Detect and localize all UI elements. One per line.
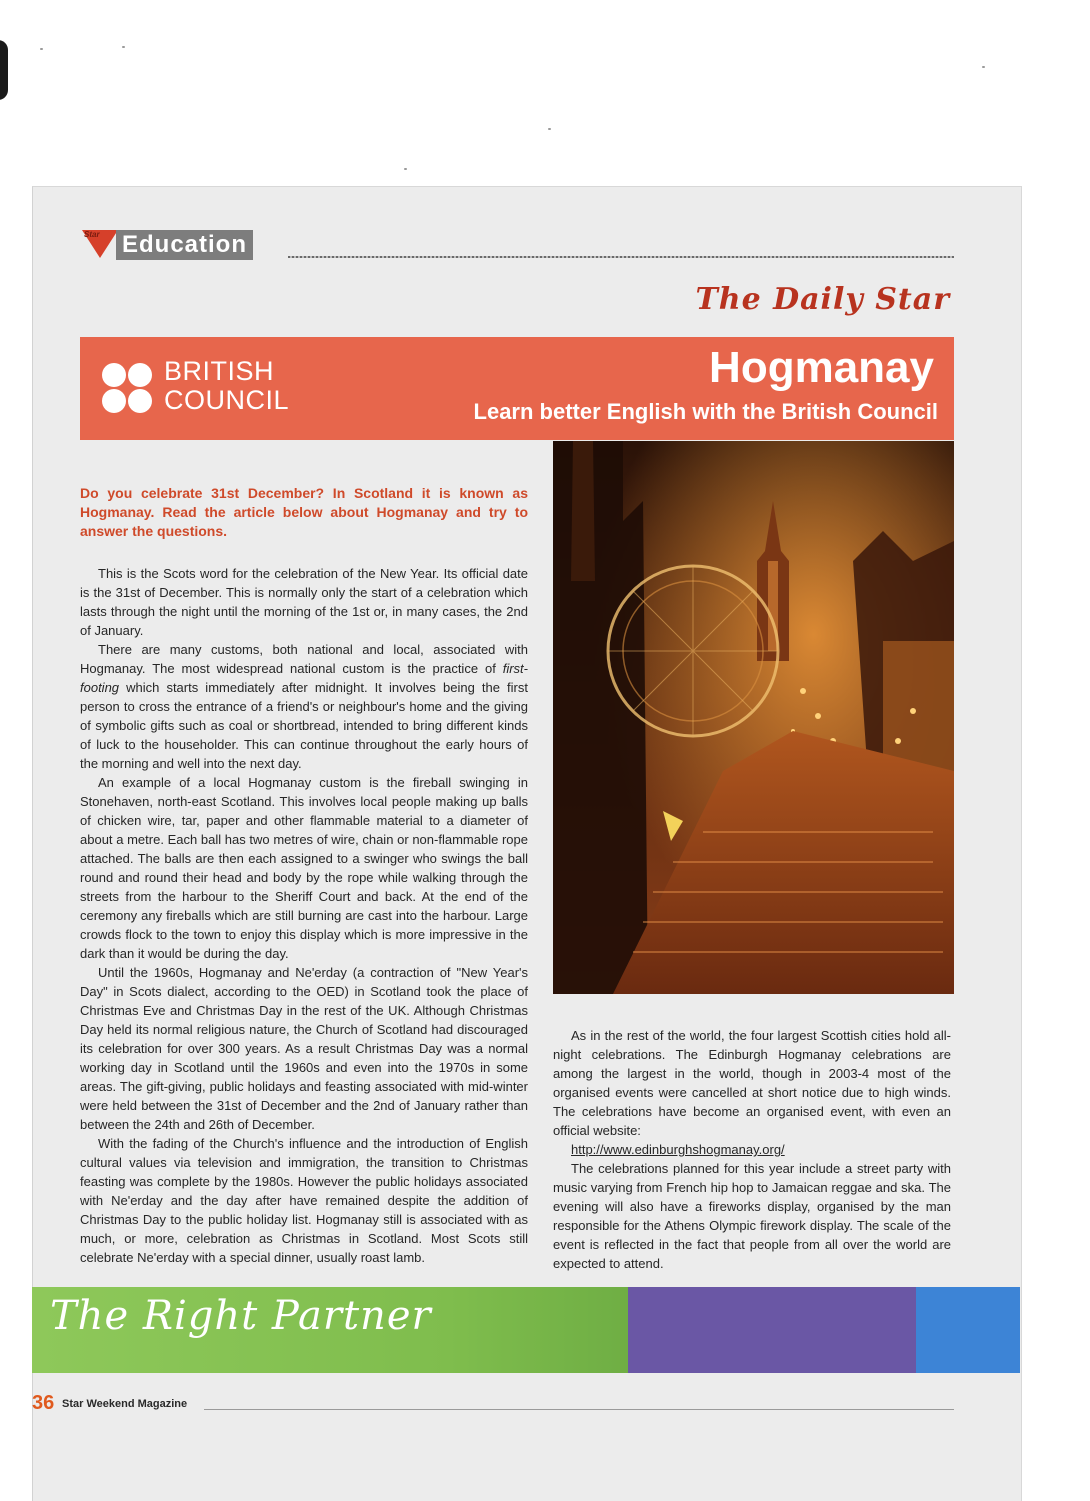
magazine-name: Star Weekend Magazine xyxy=(62,1398,188,1410)
paragraph: Until the 1960s, Hogmanay and Ne'erday (a contraction of "New Year's Day" in Scots dialect, according to the OED) in Scotland took the place of Christmas Eve and Christmas Day in the rest of the UK. Although Christmas Day held its normal religious nature, the Church of Scotland had discouraged its celebration for over 300 years. As a result Christmas Day was a normal working day in Scotland until the 1960s and even into the 1970s in some areas. The gift-giving, public holidays and feasting associated with mid-winter were held between the 31st of December and the 2nd of January rather than between the 24th and 26th of December. xyxy=(80,965,528,1132)
tagline: The Right Partner xyxy=(50,1293,432,1339)
section-rule xyxy=(288,256,954,258)
scan-speck xyxy=(40,48,43,50)
partner-strip xyxy=(32,1287,1020,1373)
paragraph: An example of a local Hogmanay custom is the fireball swinging in Stonehaven, north-east Scotland. This involves local people making up balls of chicken wire, tar, paper and other flammable material to a diameter of about a metre. Each ball has two metres of wire, chain or non-flammable rope attached. The balls are then each assigned to a swinger who swings the ball round and round their head and body by the rope while walking through the streets from the harbour to the Sheriff Court and back. At the end of the ceremony any fireballs which are still burning are cast into the harbour. Large crowds flock to the town to enjoy this display which is more impressive in the dark than it would be during the day. xyxy=(80,775,528,961)
strip-purple-panel xyxy=(628,1287,916,1373)
footer-rule xyxy=(204,1409,954,1410)
british-council-dots-icon xyxy=(102,363,162,415)
scan-speck xyxy=(548,128,551,130)
brand-line-2: COUNCIL xyxy=(164,385,290,415)
scan-speck xyxy=(404,168,407,170)
scan-edge-mark xyxy=(0,40,8,100)
emphasis-term: first-footing xyxy=(80,661,528,695)
strip-green-panel xyxy=(32,1287,628,1373)
intro-question: Do you celebrate 31st December? In Scotland it is known as Hogmanay. Read the article below about Hogmanay and try to answer the questions. xyxy=(80,485,528,539)
paragraph: The celebrations planned for this year include a street party with music varying from French hip hop to Jamaican reggae and ska. The evening will also have a fireworks display, organised by the man responsible for the Athens Olympic firework display. The scale of the event is reflected in the fact that people from all over the world are expected to attend. xyxy=(553,1161,951,1271)
article-left-column xyxy=(80,564,528,1267)
official-website-link[interactable]: http://www.edinburghshogmanay.org/ xyxy=(571,1142,785,1157)
star-logo-text: Star xyxy=(84,230,100,239)
section-header xyxy=(82,228,954,262)
paragraph: As in the rest of the world, the four largest Scottish cities hold all-night celebrations. The Edinburgh Hogmanay celebrations are among the largest in the world, though in 2003-4 most of the organised events were cancelled at short notice due to high winds. The celebrations have become an organised event, with even an official website: xyxy=(553,1028,951,1138)
hogmanay-crowd-photo xyxy=(553,441,954,994)
paragraph: There are many customs, both national and local, associated with Hogmanay. The most widespread national custom is the practice of first-footing which starts immediately after midnight. It involves being the first person to cross the entrance of a friend's or neighbour's home and the giving of symbolic gifts such as coal or shortbread, intended to bring different kinds of luck to the householder. This can continue throughout the early hours of the morning and well into the next day. xyxy=(80,642,528,771)
masthead: The Daily Star xyxy=(695,282,950,317)
page-number: 36 xyxy=(32,1392,55,1414)
paragraph: This is the Scots word for the celebration of the New Year. Its official date is the 31st of December. This is normally only the start of a celebration which lasts through the night until the morning of the 1st or, in many cases, the 2nd of January. xyxy=(80,566,528,638)
title-banner xyxy=(80,337,954,440)
scan-speck xyxy=(982,66,985,68)
page-footer xyxy=(32,1392,954,1416)
british-council-logo xyxy=(164,357,289,415)
article-right-column xyxy=(553,1026,951,1273)
strip-blue-panel xyxy=(916,1287,1020,1373)
brand-line-1: BRITISH xyxy=(164,356,275,386)
section-label: Education xyxy=(116,230,253,260)
paragraph: With the fading of the Church's influence and the introduction of English cultural values via television and immigration, the transition to Christmas feasting was complete by the 1980s. However the public holidays associated with Ne'erday and the day after have remained despite the addition of Christmas Day to the public holiday list. Hogmanay still is associated with as much, or more, celebration as Christmas in Scotland. Most Scots still celebrate Ne'erday with a special dinner, usually roast lamb. xyxy=(80,1136,528,1265)
article-title: Hogmanay xyxy=(709,343,934,392)
scan-speck xyxy=(122,46,125,48)
article-subtitle: Learn better English with the British Council xyxy=(473,399,938,424)
